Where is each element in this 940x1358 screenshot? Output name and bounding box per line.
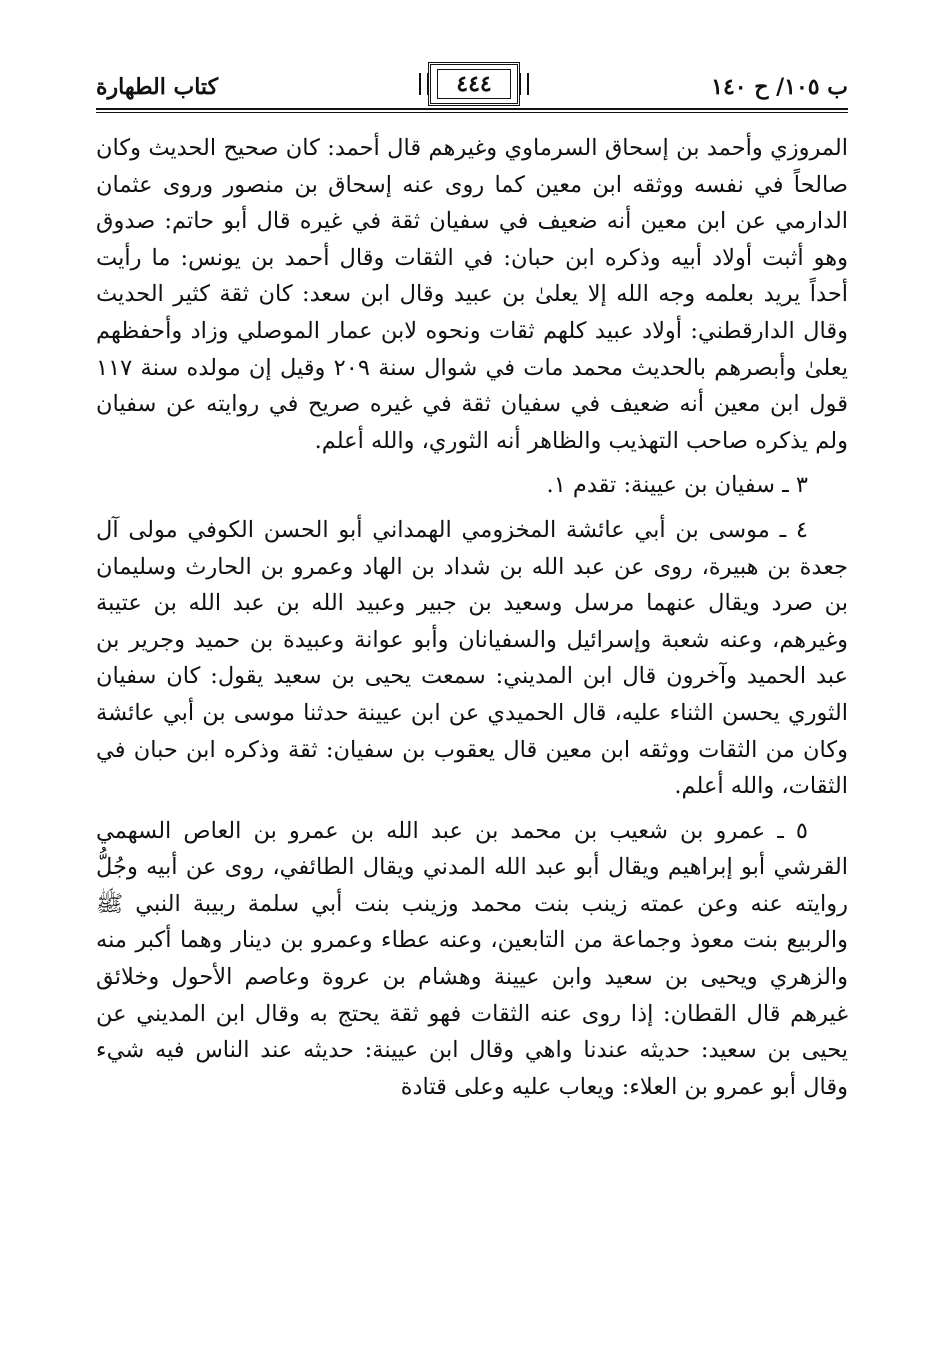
header-rule bbox=[96, 108, 848, 110]
page-number-frame bbox=[428, 62, 520, 106]
paragraph-2: ٣ ـ سفيان بن عيينة: تقدم ١. bbox=[546, 472, 808, 499]
paragraph-1: المروزي وأحمد بن إسحاق السرماوي وغيرهم قال أحمد: كان صحيح الحديث وكان صالحاً في نفسه ووثقه ابن معين كما روى عنه إسحاق بن منصور وروى عثمان الدارمي عن ابن معين أنه ضعيف في سفيان ثقة في غيره قال أبو حاتم: صدوق وهو أثبت أولاد أبيه وذكره ابن حبان: في الثقات وقال أحمد بن يونس: ما رأيت أحداً يريد بعلمه وجه الله إلا يعلىٰ بن عبيد وقال ابن سعد: كان ثقة كثير الحديث وقال الدارقطني: أولاد عبيد كلهم ثقات ونحوه لابن عمار الموصلي وزاد وأحفظهم يعلىٰ وأبصرهم بالحديث محمد مات في شوال سنة ٢٠٩ وقيل إن مولده سنة ١١٧ قول ابن معين أنه ضعيف في سفيان ثقة في غيره صريح في روايته عن سفيان ولم يذكره صاحب التهذيب والظاهر أنه الثوري، والله أعلم. bbox=[96, 135, 848, 454]
header-rule-thin bbox=[96, 112, 848, 113]
body-text bbox=[96, 130, 848, 1105]
page-header bbox=[96, 62, 848, 122]
paragraph-3: ٤ ـ موسى بن أبي عائشة المخزومي الهمداني أبو الحسن الكوفي مولى آل جعدة بن هبيرة، روى عن عبد الله بن شداد بن الهاد وعمرو بن الحارث وسليمان بن صرد ويقال عنهما مرسل وسعيد بن جبير وعبيد الله بن عبد الله بن عتيبة وغيرهم، وعنه شعبة وإسرائيل والسفيانان وأبو عوانة وعبيدة بن حميد وجرير بن عبد الحميد وآخرون قال ابن المديني: سمعت يحيى بن سعيد يقول: كان سفيان الثوري يحسن الثناء عليه، قال الحميدي عن ابن عيينة حدثنا موسى بن أبي عائشة وكان من الثقات ووثقه ابن معين قال يعقوب بن سفيان: ثقة وذكره ابن حبان في الثقات، والله أعلم. bbox=[96, 516, 848, 800]
reference-label: ب ١٠٥/ ح ١٤٠ bbox=[711, 74, 848, 100]
paragraph-4: ٥ ـ عمرو بن شعيب بن محمد بن عبد الله بن عمرو بن العاص السهمي القرشي أبو إبراهيم ويقال أبو عبد الله المدني ويقال الطائفي، روى عن أبيه وجُلُّ روايته عنه وعن عمته زينب بنت محمد وزينب بنت أبي سلمة ربيبة النبي ﷺ والربيع بنت معوذ وجماعة من التابعين، وعنه عطاء وعمرو بن دينار وهما أكبر منه والزهري ويحيى بن سعيد وابن عيينة وهشام بن عروة وعاصم الأحول وخلائق غيرهم قال القطان: إذا روى عنه الثقات فهو ثقة يحتج به وقال ابن المديني عن يحيى بن سعيد: حديثه عندنا واهي وقال ابن عيينة: حديثه عند الناس فيه شيء وقال أبو عمرو بن العلاء: ويعاب عليه وعلى قتادة bbox=[96, 817, 849, 1100]
book-title: كتاب الطهارة bbox=[96, 74, 219, 100]
page-number: ٤٤٤ bbox=[437, 69, 511, 99]
